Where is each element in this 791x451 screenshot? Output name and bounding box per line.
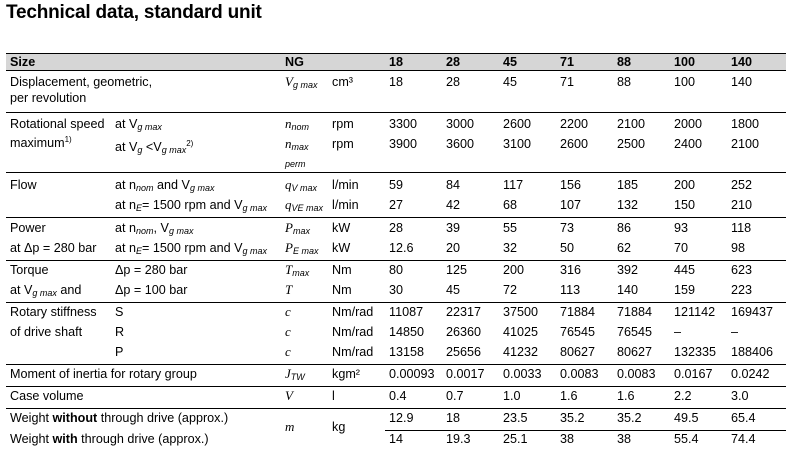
table-cell: 223 (727, 282, 786, 303)
table-cell: 132335 (670, 344, 727, 365)
row-label (6, 197, 111, 218)
table-cell: 71 (556, 71, 613, 113)
row-unit: Nm/rad (328, 303, 385, 325)
table-cell: 93 (670, 218, 727, 241)
table-cell: 55.4 (670, 431, 727, 451)
row-unit: cm³ (328, 71, 385, 113)
table-row (6, 240, 786, 261)
table-cell: 169437 (727, 303, 786, 325)
row-label: Power (6, 218, 111, 241)
table-cell: 1.6 (613, 387, 670, 409)
row-symbol: $q_{VE max}$ (281, 197, 328, 218)
table-cell: 11087 (385, 303, 442, 325)
table-cell: 35.2 (556, 409, 613, 431)
table-cell: 41232 (499, 344, 556, 365)
table-cell: 80627 (613, 344, 670, 365)
row-label: Rotational speed maximum$^{1)}$ (6, 113, 111, 173)
table-cell: 42 (442, 197, 499, 218)
row-condition: at $n_E= 1500$ rpm and $V_{g max}$ (111, 240, 281, 261)
header-col: 100 (670, 54, 727, 71)
row-symbol: c (281, 324, 328, 344)
row-unit: kgm² (328, 365, 385, 387)
table-cell: 188406 (727, 344, 786, 365)
table-cell: 2100 (727, 136, 786, 173)
table-cell: 80627 (556, 344, 613, 365)
row-symbol: $J_{TW}$ (281, 365, 328, 387)
row-symbol: m (281, 409, 328, 451)
header-col: 88 (613, 54, 670, 71)
row-symbol: $T_{max}$ (281, 261, 328, 283)
row-unit: rpm (328, 113, 385, 137)
technical-data-table (6, 53, 786, 451)
table-cell: 252 (727, 173, 786, 198)
table-cell: 26360 (442, 324, 499, 344)
row-label: of drive shaft (6, 324, 111, 344)
table-cell: 125 (442, 261, 499, 283)
table-row (6, 197, 786, 218)
row-label: at $V_{g max}$ and (6, 282, 111, 303)
table-cell: 76545 (556, 324, 613, 344)
table-cell: 150 (670, 197, 727, 218)
table-cell: 100 (670, 71, 727, 113)
row-label: Torque (6, 261, 111, 283)
table-cell: 121142 (670, 303, 727, 325)
table-cell: 28 (442, 71, 499, 113)
table-cell: – (670, 324, 727, 344)
table-cell: 132 (613, 197, 670, 218)
table-row (6, 282, 786, 303)
table-cell: 76545 (613, 324, 670, 344)
table-cell: 13158 (385, 344, 442, 365)
header-ng: NG (281, 54, 385, 71)
table-cell: 27 (385, 197, 442, 218)
table-cell: 2600 (556, 136, 613, 173)
table-cell: 38 (613, 431, 670, 451)
table-cell: 0.00093 (385, 365, 442, 387)
table-row (6, 387, 786, 409)
row-label: Moment of inertia for rotary group (6, 365, 281, 387)
table-cell: 25.1 (499, 431, 556, 451)
table-cell: 0.0167 (670, 365, 727, 387)
table-cell: 200 (499, 261, 556, 283)
table-cell: 37500 (499, 303, 556, 325)
table-cell: 316 (556, 261, 613, 283)
table-cell: 113 (556, 282, 613, 303)
row-condition: at $V_{g max}$ (111, 113, 281, 137)
row-unit: Nm/rad (328, 344, 385, 365)
header-col: 140 (727, 54, 786, 71)
row-label: Weight without through drive (approx.) (6, 409, 281, 431)
header-col: 28 (442, 54, 499, 71)
table-cell: 98 (727, 240, 786, 261)
row-condition: at $n_E= 1500$ rpm and $V_{g max}$ (111, 197, 281, 218)
table-cell: 32 (499, 240, 556, 261)
row-symbol: V (281, 387, 328, 409)
row-symbol: T (281, 282, 328, 303)
header-size: Size (6, 54, 281, 71)
table-cell: 0.0083 (556, 365, 613, 387)
table-cell: 20 (442, 240, 499, 261)
table-row (6, 71, 786, 113)
table-cell: 45 (499, 71, 556, 113)
table-cell: 140 (727, 71, 786, 113)
table-cell: 2600 (499, 113, 556, 137)
table-cell: 84 (442, 173, 499, 198)
table-cell: 2500 (613, 136, 670, 173)
table-cell: 117 (499, 173, 556, 198)
table-cell: 59 (385, 173, 442, 198)
table-row (6, 173, 786, 198)
table-cell: 0.0033 (499, 365, 556, 387)
table-cell: 2100 (613, 113, 670, 137)
table-row (6, 303, 786, 325)
row-condition: R (111, 324, 281, 344)
table-cell: 2000 (670, 113, 727, 137)
row-label (6, 344, 111, 365)
table-cell: 45 (442, 282, 499, 303)
row-unit: l (328, 387, 385, 409)
row-symbol: $P_{max}$ (281, 218, 328, 241)
table-cell: 156 (556, 173, 613, 198)
row-condition: at $n_{nom}$, $V_{g max}$ (111, 218, 281, 241)
row-unit: kW (328, 218, 385, 241)
table-cell: 140 (613, 282, 670, 303)
row-symbol: $n_{nom}$ (281, 113, 328, 137)
table-cell: 2200 (556, 113, 613, 137)
table-cell: 74.4 (727, 431, 786, 451)
page-title: Technical data, standard unit (6, 2, 262, 24)
table-cell: 68 (499, 197, 556, 218)
header-col: 45 (499, 54, 556, 71)
table-cell: 25656 (442, 344, 499, 365)
row-symbol: $n_{max}$ perm (281, 136, 328, 173)
row-symbol: $P_{E max}$ (281, 240, 328, 261)
table-cell: 14850 (385, 324, 442, 344)
table-cell: 1.0 (499, 387, 556, 409)
row-unit: kW (328, 240, 385, 261)
table-row (6, 431, 786, 451)
table-cell: 50 (556, 240, 613, 261)
table-cell: 1800 (727, 113, 786, 137)
table-row (6, 365, 786, 387)
table-cell: 12.9 (385, 409, 442, 431)
table-cell: 49.5 (670, 409, 727, 431)
table-cell: 3900 (385, 136, 442, 173)
table-cell: 71884 (613, 303, 670, 325)
table-cell: 18 (442, 409, 499, 431)
table-cell: 30 (385, 282, 442, 303)
table-row (6, 218, 786, 241)
table-cell: 3300 (385, 113, 442, 137)
table-cell: 41025 (499, 324, 556, 344)
table-cell: 623 (727, 261, 786, 283)
table-cell: 185 (613, 173, 670, 198)
table-cell: 0.0017 (442, 365, 499, 387)
table-cell: 35.2 (613, 409, 670, 431)
row-unit: rpm (328, 136, 385, 173)
row-unit: Nm (328, 261, 385, 283)
table-cell: 55 (499, 218, 556, 241)
table-cell: 3000 (442, 113, 499, 137)
table-cell: 71884 (556, 303, 613, 325)
row-label: Rotary stiffness (6, 303, 111, 325)
table-row (6, 136, 786, 173)
table-row (6, 409, 786, 431)
row-label: at Δp = 280 bar (6, 240, 111, 261)
table-cell: 86 (613, 218, 670, 241)
table-cell: 1.6 (556, 387, 613, 409)
table-row (6, 113, 786, 137)
row-symbol: $q_{V max}$ (281, 173, 328, 198)
table-cell: 200 (670, 173, 727, 198)
table-cell: 159 (670, 282, 727, 303)
table-cell: 3.0 (727, 387, 786, 409)
table-cell: 72 (499, 282, 556, 303)
row-condition: Δp = 280 bar (111, 261, 281, 283)
table-cell: 210 (727, 197, 786, 218)
row-condition: Δp = 100 bar (111, 282, 281, 303)
header-col: 18 (385, 54, 442, 71)
table-cell: 88 (613, 71, 670, 113)
row-condition: at $V_g <V_{g max}^{2)}$ (111, 136, 281, 173)
table-cell: 118 (727, 218, 786, 241)
table-cell: 12.6 (385, 240, 442, 261)
table-cell: 39 (442, 218, 499, 241)
table-row (6, 324, 786, 344)
table-cell: 0.7 (442, 387, 499, 409)
table-cell: 80 (385, 261, 442, 283)
table-cell: – (727, 324, 786, 344)
row-symbol: c (281, 303, 328, 325)
table-cell: 0.4 (385, 387, 442, 409)
table-cell: 22317 (442, 303, 499, 325)
table-row (6, 344, 786, 365)
row-label: Flow (6, 173, 111, 198)
table-cell: 23.5 (499, 409, 556, 431)
table-row (6, 261, 786, 283)
table-cell: 19.3 (442, 431, 499, 451)
row-label: Case volume (6, 387, 281, 409)
row-condition: S (111, 303, 281, 325)
table-cell: 107 (556, 197, 613, 218)
table-header (6, 54, 786, 71)
row-symbol: c (281, 344, 328, 365)
table-cell: 445 (670, 261, 727, 283)
table-cell: 28 (385, 218, 442, 241)
table-cell: 0.0083 (613, 365, 670, 387)
table-cell: 65.4 (727, 409, 786, 431)
table-cell: 3600 (442, 136, 499, 173)
row-unit: l/min (328, 173, 385, 198)
table-cell: 0.0242 (727, 365, 786, 387)
table-cell: 392 (613, 261, 670, 283)
row-unit: kg (328, 409, 385, 451)
row-symbol: $V_{g max}$ (281, 71, 328, 113)
table-cell: 2400 (670, 136, 727, 173)
table-cell: 14 (385, 431, 442, 451)
row-unit: Nm/rad (328, 324, 385, 344)
header-col: 71 (556, 54, 613, 71)
row-label: Weight with through drive (approx.) (6, 431, 281, 451)
table-cell: 70 (670, 240, 727, 261)
table-cell: 3100 (499, 136, 556, 173)
row-label: Displacement, geometric, per revolution (6, 71, 281, 113)
row-unit: l/min (328, 197, 385, 218)
table-cell: 73 (556, 218, 613, 241)
table-cell: 62 (613, 240, 670, 261)
row-condition: at $n_{nom}$ and $V_{g max}$ (111, 173, 281, 198)
table-cell: 2.2 (670, 387, 727, 409)
row-condition: P (111, 344, 281, 365)
table-cell: 18 (385, 71, 442, 113)
table-cell: 38 (556, 431, 613, 451)
row-unit: Nm (328, 282, 385, 303)
